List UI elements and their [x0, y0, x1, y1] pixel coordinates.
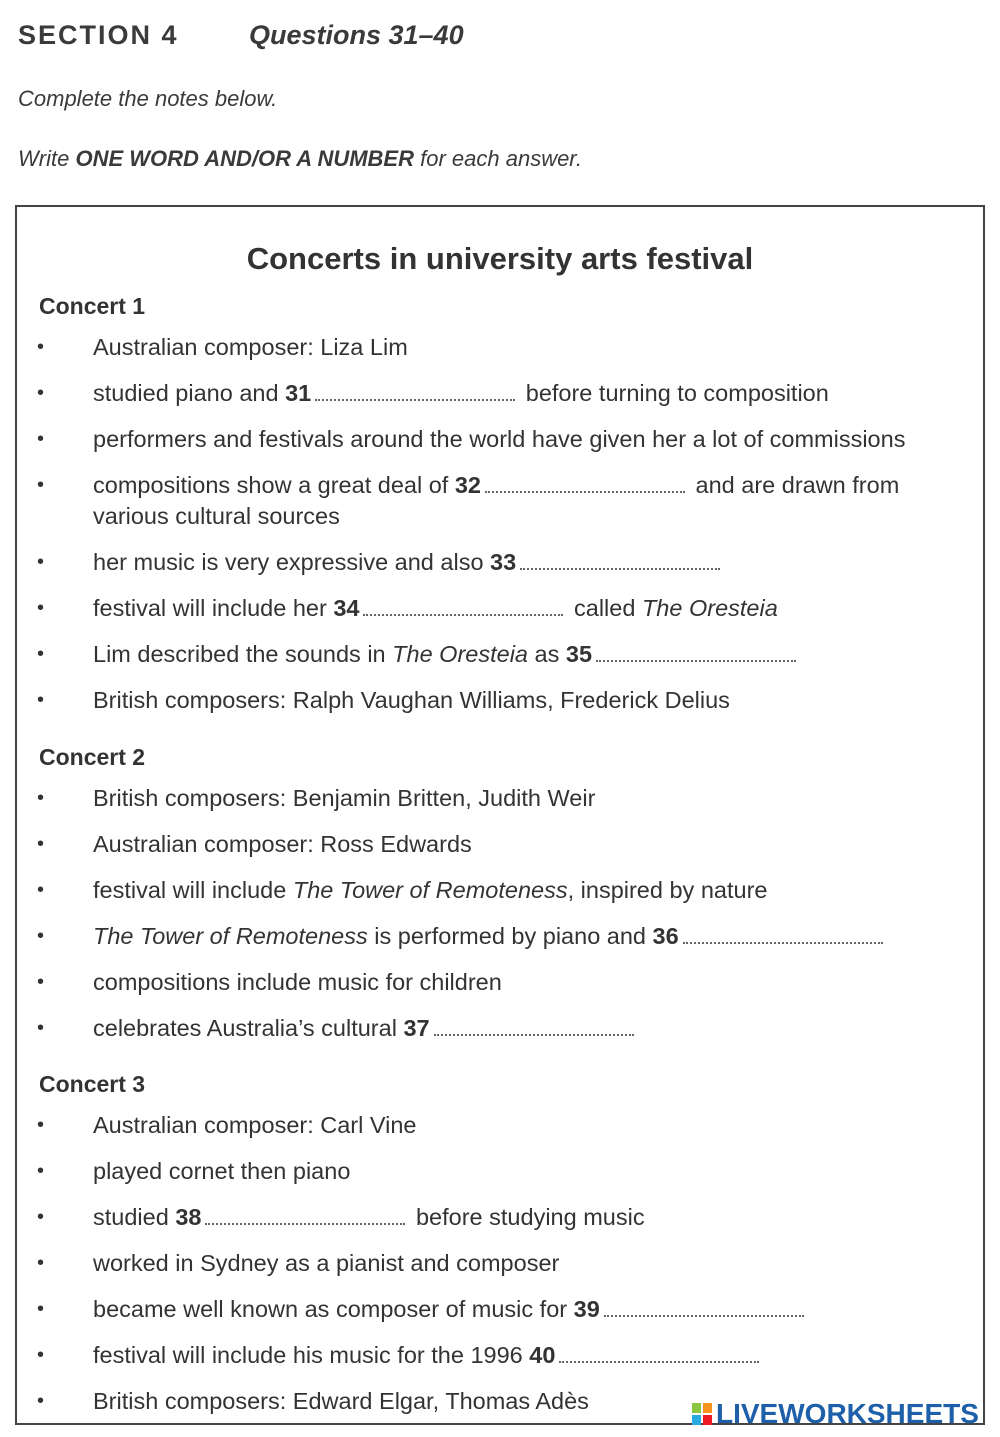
- answer-blank-37[interactable]: [434, 1016, 634, 1036]
- liveworksheets-logo-icon: [692, 1403, 712, 1425]
- bullet-icon: •: [37, 1206, 45, 1228]
- question-number: 39: [573, 1296, 600, 1322]
- bullet-icon: •: [37, 1160, 45, 1182]
- bullet-icon: •: [37, 833, 45, 855]
- section-header: [18, 20, 464, 56]
- list-item: • compositions show a great deal of 32 and are drawn from various cultural sources: [37, 472, 900, 529]
- list-item: • British composers: Ralph Vaughan Williams, Frederick Delius: [93, 685, 973, 716]
- instruction-word-limit: Write ONE WORD AND/OR A NUMBER for each answer.: [18, 146, 582, 171]
- list-item: • studied piano and 31 before turning to composition: [93, 378, 973, 409]
- list-item: • Australian composer: Carl Vine: [93, 1110, 973, 1141]
- bullet-icon: •: [37, 925, 45, 947]
- list-item: • The Tower of Remoteness is performed by piano and 36: [93, 921, 973, 952]
- bullet-icon: •: [37, 879, 45, 901]
- question-number: 36: [652, 923, 679, 949]
- bullet-icon: •: [37, 597, 45, 619]
- list-item: • festival will include her 34 called The Oresteia: [93, 593, 973, 624]
- bullet-icon: •: [37, 336, 45, 358]
- bullet-icon: •: [37, 971, 45, 993]
- question-number: 32: [454, 472, 481, 498]
- concert-1-heading: Concert 1: [39, 293, 146, 319]
- bullet-icon: •: [37, 1017, 45, 1039]
- list-item: • performers and festivals around the world have given her a lot of commissions: [93, 424, 973, 455]
- question-number: 37: [403, 1015, 430, 1041]
- logo-text: LIVEWORKSHEETS: [716, 1398, 979, 1429]
- list-item: • compositions include music for children: [93, 967, 973, 998]
- list-item: • studied 38 before studying music: [93, 1202, 973, 1233]
- list-item: • became well known as composer of music for 39: [93, 1294, 973, 1325]
- word-limit-emphasis: ONE WORD AND/OR A NUMBER: [75, 146, 414, 171]
- bullet-icon: •: [37, 643, 45, 665]
- question-number: 33: [490, 549, 517, 575]
- answer-blank-36[interactable]: [683, 924, 883, 944]
- bullet-icon: •: [37, 1114, 45, 1136]
- list-item: • festival will include The Tower of Remoteness, inspired by nature: [93, 875, 973, 906]
- list-item: • festival will include his music for the 1996 40: [93, 1340, 973, 1371]
- bullet-icon: •: [37, 474, 45, 496]
- answer-blank-40[interactable]: [559, 1343, 759, 1363]
- list-item: • Lim described the sounds in The Oresteia as 35: [93, 639, 973, 670]
- list-item: • Australian composer: Ross Edwards: [93, 829, 973, 860]
- bullet-icon: •: [37, 1252, 45, 1274]
- bullet-icon: •: [37, 1298, 45, 1320]
- bullet-icon: •: [37, 689, 45, 711]
- question-number: 35: [565, 641, 593, 667]
- bullet-icon: •: [37, 551, 45, 573]
- bullet-icon: •: [37, 428, 45, 450]
- list-item: • British composers: Edward Elgar, Thomas Adès: [93, 1386, 973, 1417]
- list-item: • British composers: Benjamin Britten, Judith Weir: [93, 783, 973, 814]
- bullet-icon: •: [37, 382, 45, 404]
- list-item: • celebrates Australia’s cultural 37: [93, 1013, 973, 1044]
- list-item: • Australian composer: Liza Lim: [93, 332, 973, 363]
- answer-blank-33[interactable]: [520, 550, 720, 570]
- list-item: • played cornet then piano: [93, 1156, 973, 1187]
- question-number: 38: [175, 1204, 202, 1230]
- instruction-complete: Complete the notes below.: [18, 86, 278, 111]
- question-number: 34: [333, 595, 360, 621]
- question-number: 31: [285, 380, 312, 406]
- answer-blank-39[interactable]: [604, 1297, 804, 1317]
- answer-blank-31[interactable]: [315, 381, 515, 401]
- bullet-icon: •: [37, 1390, 45, 1412]
- questions-range: Questions 31–40: [248, 20, 464, 50]
- bullet-icon: •: [37, 1344, 45, 1366]
- answer-blank-34[interactable]: [363, 596, 563, 616]
- concert-3-heading: Concert 3: [39, 1071, 146, 1097]
- concert-2-heading: Concert 2: [39, 744, 146, 770]
- answer-blank-35[interactable]: [596, 642, 796, 662]
- notes-title: Concerts in university arts festival: [246, 241, 754, 276]
- list-item: • worked in Sydney as a pianist and composer: [93, 1248, 973, 1279]
- answer-blank-32[interactable]: [485, 473, 685, 493]
- section-label: SECTION 4: [18, 20, 179, 50]
- liveworksheets-logo: [692, 1398, 979, 1428]
- bullet-icon: •: [37, 787, 45, 809]
- question-number: 40: [529, 1342, 556, 1368]
- answer-blank-38[interactable]: [205, 1205, 405, 1225]
- notes-box: [15, 205, 985, 1425]
- list-item: • her music is very expressive and also 33: [93, 547, 973, 578]
